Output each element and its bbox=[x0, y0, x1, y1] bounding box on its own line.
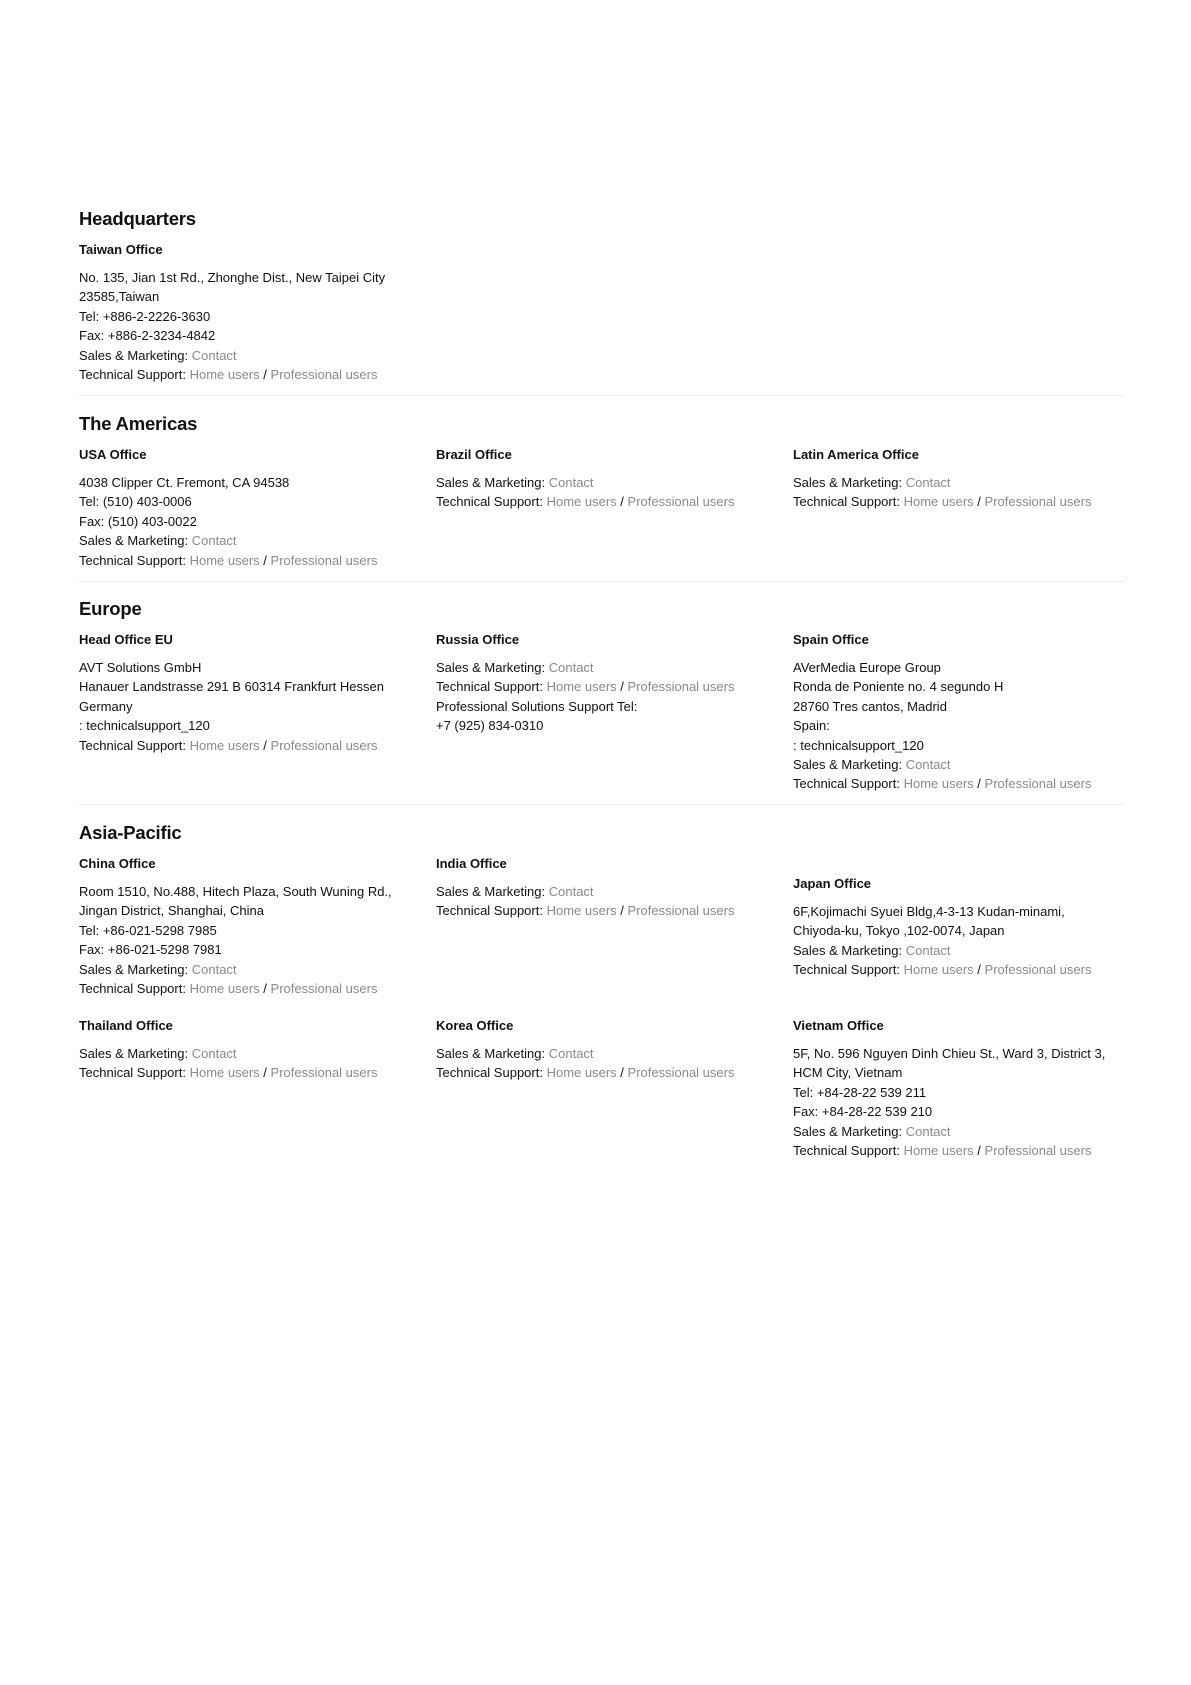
office-japan bbox=[793, 876, 1143, 980]
support-label: Technical Support: bbox=[79, 552, 186, 568]
office-brazil bbox=[436, 447, 786, 512]
fax-line: Fax: +84-28-22 539 210 bbox=[793, 1104, 933, 1120]
office-name: Japan Office bbox=[793, 876, 872, 891]
address-line: AVerMedia Europe Group bbox=[793, 660, 941, 675]
sales-label: Sales & Marketing: bbox=[79, 347, 189, 363]
home-users-link[interactable]: Home users bbox=[546, 903, 617, 919]
link-separator: / bbox=[977, 776, 981, 792]
fax-line: Fax: +886-2-3234-4842 bbox=[79, 328, 216, 344]
sales-marketing-line bbox=[79, 531, 429, 550]
link-separator: / bbox=[977, 962, 981, 978]
sales-marketing-line bbox=[793, 473, 1143, 492]
office-name: Thailand Office bbox=[79, 1018, 173, 1033]
tech-support-line bbox=[79, 1063, 429, 1082]
address-line: Germany bbox=[79, 698, 133, 714]
address-line: 5F, No. 596 Nguyen Dinh Chieu St., Ward 3, District 3, bbox=[793, 1046, 1106, 1061]
link-separator: / bbox=[263, 737, 267, 753]
address-line: No. 135, Jian 1st Rd., Zhonghe Dist., New Taipei City bbox=[79, 270, 386, 285]
home-users-link[interactable]: Home users bbox=[546, 494, 617, 510]
link-separator: / bbox=[620, 1065, 624, 1081]
support-label: Technical Support: bbox=[79, 981, 186, 997]
support-label: Technical Support: bbox=[793, 494, 900, 510]
office-head-eu bbox=[79, 632, 429, 755]
contact-link[interactable]: Contact bbox=[905, 1123, 951, 1139]
sales-label: Sales & Marketing: bbox=[793, 1123, 903, 1139]
phone-line: Tel: +84-28-22 539 211 bbox=[793, 1084, 927, 1100]
sales-label: Sales & Marketing: bbox=[79, 1046, 189, 1061]
tech-support-line bbox=[436, 901, 786, 920]
professional-users-link[interactable]: Professional users bbox=[627, 1065, 735, 1081]
link-separator: / bbox=[263, 981, 267, 997]
contact-link[interactable]: Contact bbox=[191, 1046, 237, 1061]
address-line: Room 1510, No.488, Hitech Plaza, South Wuning Rd., bbox=[79, 884, 392, 899]
office-name: Latin America Office bbox=[793, 447, 919, 462]
office-name: USA Office bbox=[79, 447, 147, 462]
support-label: Technical Support: bbox=[793, 776, 900, 792]
professional-users-link[interactable]: Professional users bbox=[270, 1065, 378, 1081]
office-name: Taiwan Office bbox=[79, 242, 163, 257]
sales-label: Sales & Marketing: bbox=[436, 884, 546, 899]
support-label: Technical Support: bbox=[793, 962, 900, 978]
tech-support-line bbox=[79, 736, 429, 755]
home-users-link[interactable]: Home users bbox=[903, 776, 974, 792]
tech-support-line bbox=[793, 774, 1143, 793]
address-line: Spain: bbox=[793, 718, 830, 734]
office-name: Vietnam Office bbox=[793, 1018, 884, 1033]
support-label: Technical Support: bbox=[79, 1065, 186, 1081]
phone-line: Tel: +886-2-2226-3630 bbox=[79, 308, 211, 324]
office-name: Spain Office bbox=[793, 632, 869, 647]
professional-users-link[interactable]: Professional users bbox=[627, 679, 735, 695]
home-users-link[interactable]: Home users bbox=[546, 1065, 617, 1081]
sales-marketing-line bbox=[436, 1044, 786, 1063]
office-vietnam bbox=[793, 1018, 1143, 1160]
phone-line: Tel: +86-021-5298 7985 bbox=[79, 922, 217, 938]
office-name: Head Office EU bbox=[79, 632, 173, 647]
home-users-link[interactable]: Home users bbox=[189, 737, 260, 753]
sales-label: Sales & Marketing: bbox=[436, 660, 546, 675]
link-separator: / bbox=[620, 494, 624, 510]
contact-link[interactable]: Contact bbox=[548, 884, 594, 899]
section-divider bbox=[79, 395, 1124, 396]
support-label: Technical Support: bbox=[436, 679, 543, 695]
sales-marketing-line bbox=[793, 941, 1143, 960]
contact-link[interactable]: Contact bbox=[191, 533, 237, 549]
home-users-link[interactable]: Home users bbox=[903, 1143, 974, 1159]
support-label: Technical Support: bbox=[79, 367, 186, 383]
contact-link[interactable]: Contact bbox=[548, 475, 594, 490]
office-name: Russia Office bbox=[436, 632, 520, 647]
address-line: AVT Solutions GmbH bbox=[79, 660, 202, 675]
tech-support-line bbox=[79, 979, 429, 998]
contact-link[interactable]: Contact bbox=[548, 1046, 594, 1061]
region-title: Asia-Pacific bbox=[79, 822, 182, 843]
tech-support-line bbox=[436, 492, 786, 511]
section-divider bbox=[79, 804, 1124, 805]
link-separator: / bbox=[263, 367, 267, 383]
support-label: Technical Support: bbox=[436, 903, 543, 919]
professional-users-link[interactable]: Professional users bbox=[270, 552, 378, 568]
sales-label: Sales & Marketing: bbox=[436, 1046, 546, 1061]
office-taiwan bbox=[79, 242, 479, 384]
office-name: India Office bbox=[436, 856, 507, 871]
address-line: Ronda de Poniente no. 4 segundo H bbox=[793, 679, 1004, 695]
office-name: Brazil Office bbox=[436, 447, 512, 462]
sales-label: Sales & Marketing: bbox=[79, 961, 189, 977]
support-label: Technical Support: bbox=[436, 494, 543, 510]
address-line: Chiyoda-ku, Tokyo ,102-0074, Japan bbox=[793, 923, 1005, 939]
phone-line: Tel: (510) 403-0006 bbox=[79, 494, 192, 510]
office-korea bbox=[436, 1018, 786, 1083]
section-divider bbox=[79, 581, 1124, 582]
fax-line: Fax: (510) 403-0022 bbox=[79, 513, 197, 529]
sales-marketing-line bbox=[79, 960, 429, 979]
tech-support-line bbox=[793, 1141, 1143, 1160]
sales-label: Sales & Marketing: bbox=[793, 757, 903, 773]
professional-users-link[interactable]: Professional users bbox=[627, 494, 735, 510]
region-title: Europe bbox=[79, 598, 142, 619]
office-name: China Office bbox=[79, 856, 156, 871]
region-title: Headquarters bbox=[79, 208, 196, 229]
sales-label: Sales & Marketing: bbox=[793, 942, 903, 958]
office-spain bbox=[793, 632, 1143, 794]
office-russia bbox=[436, 632, 786, 736]
sales-label: Sales & Marketing: bbox=[79, 533, 189, 549]
link-separator: / bbox=[263, 552, 267, 568]
sales-marketing-line bbox=[436, 882, 786, 901]
sales-marketing-line bbox=[436, 658, 786, 677]
tech-support-line bbox=[79, 551, 429, 570]
office-thailand bbox=[79, 1018, 429, 1083]
link-separator: / bbox=[263, 1065, 267, 1081]
sales-marketing-line bbox=[436, 473, 786, 492]
home-users-link[interactable]: Home users bbox=[189, 367, 260, 383]
home-users-link[interactable]: Home users bbox=[189, 1065, 260, 1081]
region-title: The Americas bbox=[79, 413, 198, 434]
support-id-line: : technicalsupport_120 bbox=[793, 737, 924, 753]
sales-marketing-line bbox=[79, 1044, 429, 1063]
address-line: Hanauer Landstrasse 291 B 60314 Frankfurt Hessen bbox=[79, 679, 384, 695]
office-name: Korea Office bbox=[436, 1018, 514, 1033]
office-usa bbox=[79, 447, 429, 570]
home-users-link[interactable]: Home users bbox=[189, 552, 260, 568]
support-label: Technical Support: bbox=[436, 1065, 543, 1081]
address-line: HCM City, Vietnam bbox=[793, 1065, 903, 1081]
address-line: Jingan District, Shanghai, China bbox=[79, 903, 264, 919]
home-users-link[interactable]: Home users bbox=[546, 679, 617, 695]
contact-link[interactable]: Contact bbox=[905, 475, 951, 490]
sales-label: Sales & Marketing: bbox=[436, 475, 546, 490]
home-users-link[interactable]: Home users bbox=[903, 962, 974, 978]
professional-users-link[interactable]: Professional users bbox=[270, 737, 378, 753]
professional-users-link[interactable]: Professional users bbox=[984, 1143, 1092, 1159]
tech-support-line bbox=[793, 960, 1143, 979]
tech-support-line bbox=[436, 1063, 786, 1082]
home-users-link[interactable]: Home users bbox=[903, 494, 974, 510]
professional-users-link[interactable]: Professional users bbox=[984, 962, 1092, 978]
sales-label: Sales & Marketing: bbox=[793, 475, 903, 490]
office-india bbox=[436, 856, 786, 921]
address-line: 23585,Taiwan bbox=[79, 289, 160, 305]
link-separator: / bbox=[620, 679, 624, 695]
professional-users-link[interactable]: Professional users bbox=[270, 981, 378, 997]
support-label: Technical Support: bbox=[79, 737, 186, 753]
fax-line: Fax: +86-021-5298 7981 bbox=[79, 942, 222, 958]
link-separator: / bbox=[620, 903, 624, 919]
tech-support-line bbox=[79, 365, 479, 384]
link-separator: / bbox=[977, 494, 981, 510]
professional-users-link[interactable]: Professional users bbox=[627, 903, 735, 919]
contact-link[interactable]: Contact bbox=[191, 961, 237, 977]
contact-link[interactable]: Contact bbox=[905, 942, 951, 958]
professional-users-link[interactable]: Professional users bbox=[984, 776, 1092, 792]
phone-line: +7 (925) 834-0310 bbox=[436, 718, 544, 734]
sales-marketing-line bbox=[793, 755, 1143, 774]
sales-marketing-line bbox=[793, 1122, 1143, 1141]
contact-link[interactable]: Contact bbox=[191, 347, 237, 363]
contact-link[interactable]: Contact bbox=[905, 757, 951, 773]
sales-marketing-line bbox=[79, 346, 479, 365]
support-id-line: : technicalsupport_120 bbox=[79, 718, 210, 734]
address-line: 4038 Clipper Ct. Fremont, CA 94538 bbox=[79, 475, 290, 490]
home-users-link[interactable]: Home users bbox=[189, 981, 260, 997]
professional-users-link[interactable]: Professional users bbox=[270, 367, 378, 383]
support-label: Technical Support: bbox=[793, 1143, 900, 1159]
pro-support-label: Professional Solutions Support Tel: bbox=[436, 698, 638, 714]
address-line: 6F,Kojimachi Syuei Bldg,4-3-13 Kudan-minami, bbox=[793, 904, 1065, 919]
contact-link[interactable]: Contact bbox=[548, 660, 594, 675]
professional-users-link[interactable]: Professional users bbox=[984, 494, 1092, 510]
office-latin-america bbox=[793, 447, 1143, 512]
tech-support-line bbox=[793, 492, 1143, 511]
tech-support-line bbox=[436, 677, 786, 696]
address-line: 28760 Tres cantos, Madrid bbox=[793, 698, 947, 714]
link-separator: / bbox=[977, 1143, 981, 1159]
office-china bbox=[79, 856, 429, 998]
